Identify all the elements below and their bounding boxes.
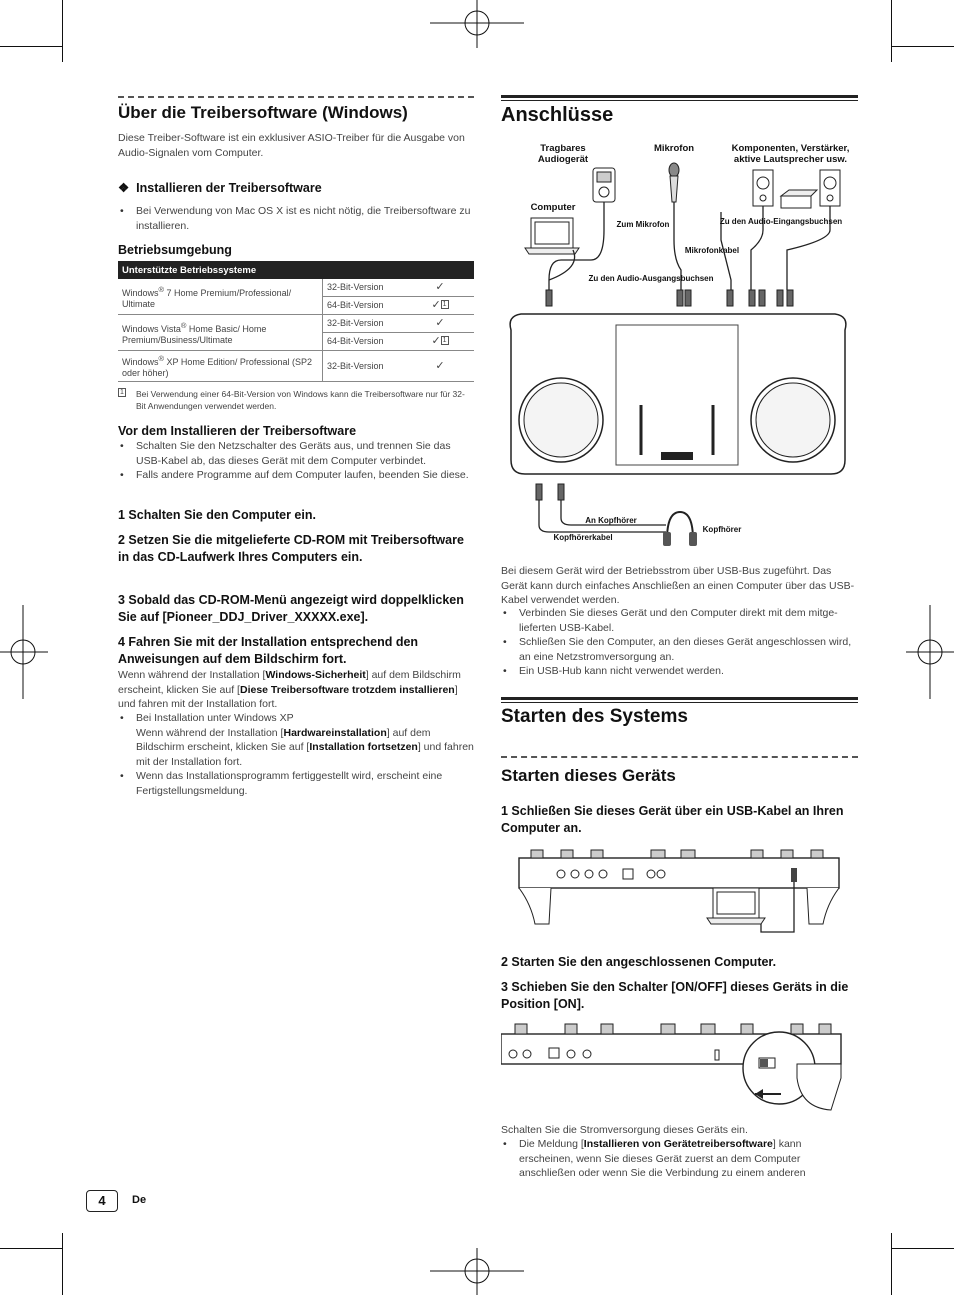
power-text: Bei diesem Gerät wird der Betriebsstrom über USB-Bus zugeführt. Das Gerät kann durch einfaches Anschließen an einen Computer über das USB-Kabel verwendet werden. [501,565,855,606]
power-bullets [501,606,858,679]
list-item: • Wenn das Installationsprogramm fertiggestellt wird, erscheint eine Fertigstellungsmeldung. [118,769,474,798]
microphone-icon [669,163,679,202]
check-icon: ✓ [406,315,474,333]
section-divider [501,756,858,758]
check-icon: ✓ [431,299,441,311]
switch-bullets [501,1137,858,1181]
rear-panel-switch-drawing [501,1018,858,1114]
portable-player-icon [593,168,615,202]
section-rule [501,702,858,703]
list-item: • Schalten Sie den Netzschalter des Geräts aus, und trennen Sie das USB-Kabel ab, das dieses Gerät mit dem Computer verbindet. [118,439,474,468]
list-item: • Bei Verwendung von Mac OS X ist es nicht nötig, die Treibersoftware zu installieren. [118,204,474,233]
label-to-audio-in: Zu den Audio-Eingangsbuchsen [719,217,843,226]
label-headphone-cable: Kopfhörerkabel [553,533,613,542]
step-3: 3 Sobald das CD-ROM-Menü angezeigt wird doppelklicken Sie auf [Pioneer_DDJ_Driver_XXXXX.exe]. [118,593,464,624]
check-icon: ✓ [431,335,441,347]
language-tag: De [132,1194,147,1206]
os-table [118,261,474,382]
diamond-icon: ❖ [118,181,130,195]
list-item: • Die Meldung [Installieren von Gerätetreibersoftware] kann erscheinen, wenn Sie dieses Gerät zuerst an dem Computer anschließen oder wenn Sie die Verbindung zu einem anderen [501,1137,858,1181]
install-heading: ❖ Installieren der Treibersoftware [118,181,322,195]
start-step-2: 2 Starten Sie den angeschlossenen Computer. [501,955,777,969]
headphones-icon [663,512,697,546]
section-rule [501,100,858,101]
rear-panel-usb-drawing [501,844,858,938]
list-item: • Schließen Sie den Computer, an den dieses Gerät angeschlossen wird, an eine Netzstromversorgung an. [501,635,858,664]
label-components: Komponenten, Verstärker, aktive Lautsprecher usw. [731,143,850,165]
before-install-bullets [118,439,474,483]
os-name: Windows® 7 Home Premium/Professional/ Ultimate [118,279,323,315]
registration-mark-bottom [430,1248,524,1295]
table-row: 64-Bit-Version ✓ 1 [118,297,474,315]
list-item: • Ein USB-Hub kann nicht verwendet werden. [501,664,858,679]
connection-diagram [501,140,858,555]
registration-mark-right [906,605,954,699]
table-row: 64-Bit-Version ✓ 1 [118,333,474,351]
footnote-marker: 1 [120,389,124,396]
footnote-marker: 1 [442,337,447,344]
label-computer: Computer [530,202,576,213]
connections-heading: Anschlüsse [501,104,614,126]
label-to-mic: Zum Mikrofon [616,220,670,229]
driver-intro: Diese Treiber-Software ist ein exklusiver ASIO-Treiber für die Ausgabe von Audio-Signalen vom Computer. [118,132,465,159]
os-name: Windows Vista® Home Basic/ Home Premium/Business/Ultimate [118,315,323,351]
section-rule [501,95,858,98]
start-step-3: 3 Schieben Sie den Schalter [ON/OFF] dieses Geräts in die Position [ON]. [501,980,849,1011]
step-1: 1 Schalten Sie den Computer ein. [118,508,316,522]
list-item: • Bei Installation unter Windows XP Wenn während der Installation [Hardwareinstallation] auf dem Bildschirm erscheint, klicken Sie auf [Installation fortsetzen] und fahren mit der Installation fort. [118,711,474,769]
install-bullets [118,204,474,233]
section-divider [118,96,474,98]
os-name: Windows® XP Home Edition/ Professional (SP2 oder höher) [118,351,323,382]
switch-text: Schalten Sie die Stromversorgung dieses Geräts ein. [501,1124,748,1136]
dj-controller-icon [510,314,846,474]
env-heading: Betriebsumgebung [118,243,232,257]
list-item: • Falls andere Programme auf dem Computer laufen, beenden Sie diese. [118,468,474,483]
registration-mark-left [0,605,48,699]
footnote: 1 Bei Verwendung einer 64-Bit-Version von Windows kann die Treibersoftware nur für 32-Bit Anwendungen verwendet werden. [120,389,465,411]
step-4-bullets [118,711,474,798]
footnote-marker: 1 [442,301,447,308]
label-to-audio-out: Zu den Audio-Ausgangsbuchsen [588,274,714,283]
plug-icons [536,484,564,500]
step-2: 2 Setzen Sie die mitgelieferte CD-ROM mit Treibersoftware in das CD-Laufwerk Ihres Computers ein. [118,533,464,564]
label-portable: Tragbares Audiogerät [537,143,589,165]
amplifier-icon [781,190,817,208]
laptop-icon [525,218,579,254]
section-rule [501,697,858,700]
table-row: Windows® 7 Home Premium/Professional/ Ultimate 32-Bit-Version ✓ [118,279,474,297]
list-item: • Verbinden Sie dieses Gerät und den Computer direkt mit dem mitge-lieferten USB-Kabel. [501,606,858,635]
table-row: Windows® XP Home Edition/ Professional (SP2 oder höher) 32-Bit-Version ✓ [118,351,474,382]
label-mic-cable: Mikrofonkabel [684,246,740,255]
os-table-header: Unterstützte Betriebssysteme [118,261,474,279]
check-icon: ✓ [406,351,474,382]
step-4-text: Wenn während der Installation [Windows-Sicherheit] auf dem Bildschirm erscheint, klicken Sie auf [Diese Treibersoftware trotzdem installieren] und fahren mit der Installation fort. [118,669,461,710]
label-mic: Mikrofon [653,143,695,154]
start-heading: Starten des Systems [501,706,688,727]
table-row: Windows Vista® Home Basic/ Home Premium/Business/Ultimate 32-Bit-Version ✓ [118,315,474,333]
start-device-heading: Starten dieses Geräts [501,766,676,785]
label-headphones: Kopfhörer [702,525,742,534]
before-install-heading: Vor dem Installieren der Treibersoftware [118,424,357,438]
driver-heading: Über die Treibersoftware (Windows) [118,103,408,122]
plug-icons [546,290,793,306]
start-step-1: 1 Schließen Sie dieses Gerät über ein USB-Kabel an Ihren Computer an. [501,804,844,835]
page-number: 4 [86,1190,118,1212]
label-to-headphones: An Kopfhörer [585,516,637,525]
step-4: 4 Fahren Sie mit der Installation entsprechend den Anweisungen auf dem Bildschirm fort. [118,635,419,666]
registration-mark-top [430,0,524,48]
check-icon: ✓ [406,279,474,297]
